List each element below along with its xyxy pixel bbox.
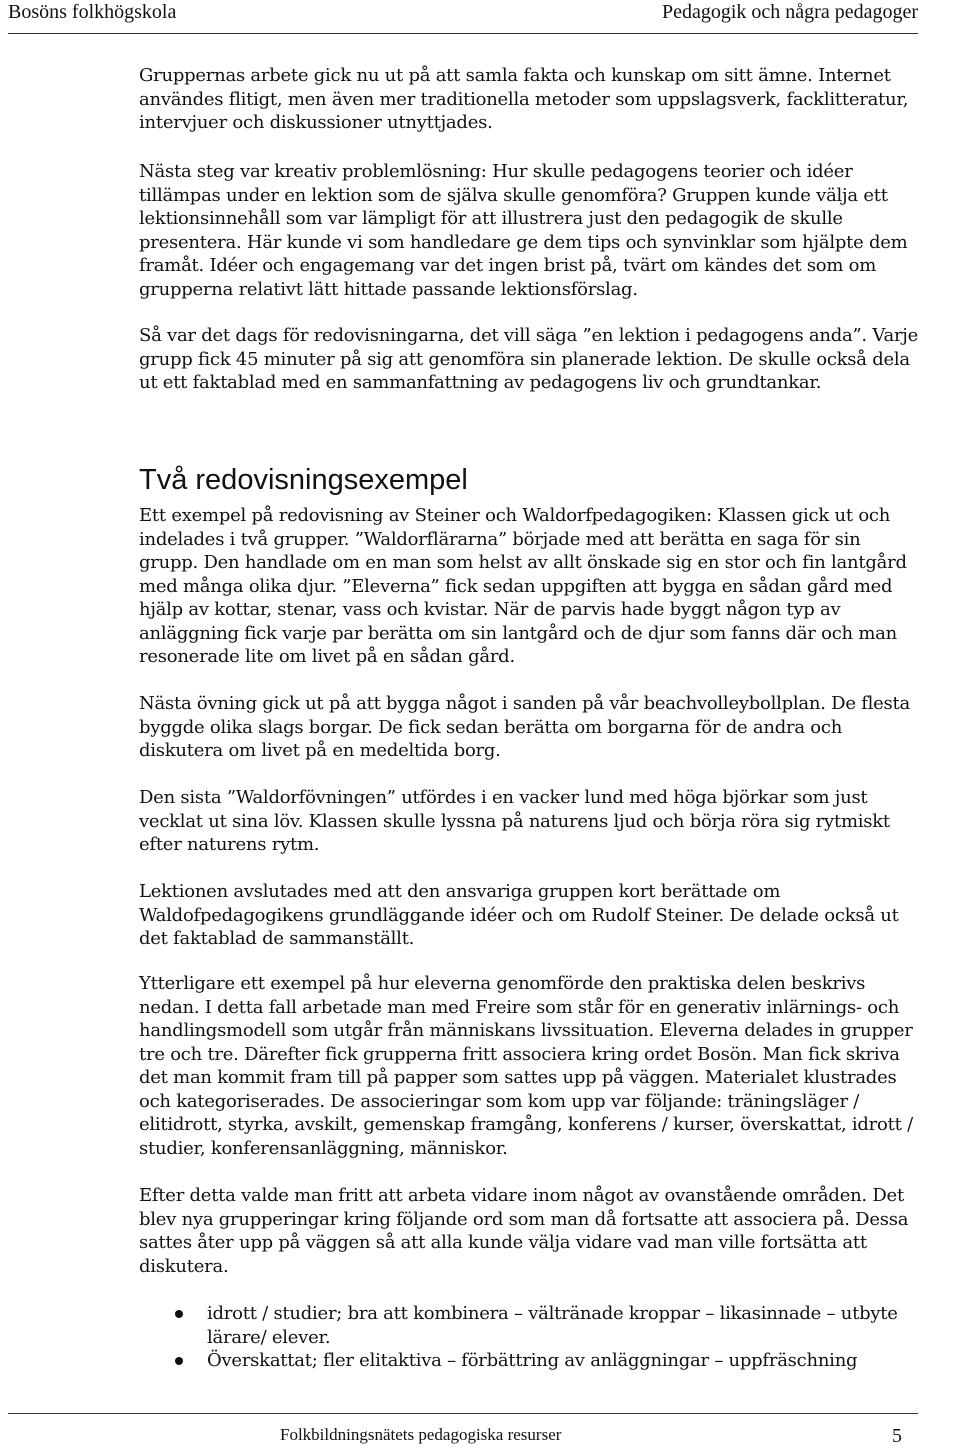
- paragraph-creative-problem-solving: Nästa steg var kreativ problemlösning: Hur skulle pedagogens teorier och idéer tillämpas under en lektion som de själva skulle genomföra? Gruppen kunde välja ett lektionsinnehåll som var lämpligt för att illustrera just den pedagogik de skulle presentera. Här kunde vi som handledare ge dem tips och synvinklar som hjälpte dem framåt. Idéer och engagemang var det ingen brist på, tvärt om kändes det som om grupperna relativt lätt hittade passande lektionsförslag.: [139, 161, 908, 300]
- paragraph-lesson-end: Lektionen avslutades med att den ansvariga gruppen kort berättade om Waldofpedagogikens grundläggande idéer och om Rudolf Steiner. De delade också ut det faktablad de sammanställt.: [139, 881, 899, 949]
- header-document-title: Pedagogik och några pedagoger: [661, 1, 918, 23]
- paragraph-group-work: Gruppernas arbete gick nu ut på att samla fakta och kunskap om sitt ämne. Internet användes flitigt, men även mer traditionella metoder som uppslagsverk, facklitteratur, intervjuer och diskussioner utnyttjades.: [139, 65, 909, 133]
- page-number: 5: [892, 1425, 902, 1447]
- paragraph-presentations: Så var det dags för redovisningarna, det vill säga ”en lektion i pedagogens anda”. Varje grupp fick 45 minuter på sig att genomföra sin planerade lektion. De skulle också dela ut ett faktablad med en sammanfattning av pedagogens liv och grundtankar.: [139, 325, 919, 393]
- bullet-icon: [175, 1357, 183, 1365]
- footer-divider: [8, 1413, 918, 1414]
- bullet-icon: [175, 1310, 183, 1318]
- header-divider: [8, 33, 918, 34]
- paragraph-sand-exercise: Nästa övning gick ut på att bygga något i sanden på vår beachvolleybollplan. De flesta byggde olika slags borgar. De fick sedan berätta om borgarna för de andra och diskutera om livet på en medeltida borg.: [139, 693, 911, 761]
- paragraph-last-exercise: Den sista ”Waldorfövningen” utfördes i en vacker lund med höga björkar som just vecklat ut sina löv. Klassen skulle lyssna på naturens ljud och börja röra sig rytmiskt efter naturens rytm.: [139, 787, 890, 855]
- list-item: [139, 1302, 919, 1349]
- list-item: [139, 1349, 919, 1373]
- section-heading: Två redovisningsexempel: [139, 464, 468, 496]
- page-header: [0, 0, 960, 36]
- paragraph-freire-example: Ytterligare ett exempel på hur eleverna genomförde den praktiska delen beskrivs nedan. I detta fall arbetade man med Freire som står för en generativ inlärnings- och handlingsmodell som utgår från människans livssituation. Eleverna delades in grupper tre och tre. Därefter fick grupperna fritt associera kring ordet Bosön. Man fick skriva det man kommit fram till på papper som sattes upp på väggen. Materialet klustrades och kategoriserades. De associeringar som kom upp var följande: träningsläger / elitidrott, styrka, avskilt, gemenskap framgång, konferens / kurser, överskattat, idrott / studier, konferensanläggning, människor.: [139, 973, 913, 1159]
- footer-source: Folkbildningsnätets pedagogiska resurser: [280, 1425, 562, 1444]
- list-item-text: idrott / studier; bra att kombinera – vältränade kroppar – likasinnade – utbyte lärare/ elever.: [207, 1303, 898, 1348]
- header-school-name: Bosöns folkhögskola: [8, 1, 177, 23]
- bullet-list: [139, 1302, 919, 1373]
- paragraph-further-work: Efter detta valde man fritt att arbeta vidare inom något av ovanstående områden. Det blev nya grupperingar kring följande ord som man då fortsatte att associera på. Dessa sattes åter upp på väggen så att alla kunde välja vidare vad man ville fortsätta att diskutera.: [139, 1185, 909, 1277]
- list-item-text: Överskattat; fler elitaktiva – förbättring av anläggningar – uppfräschning: [207, 1350, 858, 1371]
- paragraph-steiner-example: Ett exempel på redovisning av Steiner och Waldorfpedagogiken: Klassen gick ut och indelades i två grupper. ”Waldorflärarna” började med att berätta en saga för sin grupp. Den handlade om en man som helst av allt önskade sig en stor och fin lantgård med många olika djur. ”Eleverna” fick sedan uppgiften att bygga en sådan gård med hjälp av kottar, stenar, vass och kvistar. När de parvis hade byggt någon typ av anläggning fick varje par berätta om sin lantgård och de djur som fanns där och man resonerade lite om livet på en sådan gård.: [139, 505, 907, 667]
